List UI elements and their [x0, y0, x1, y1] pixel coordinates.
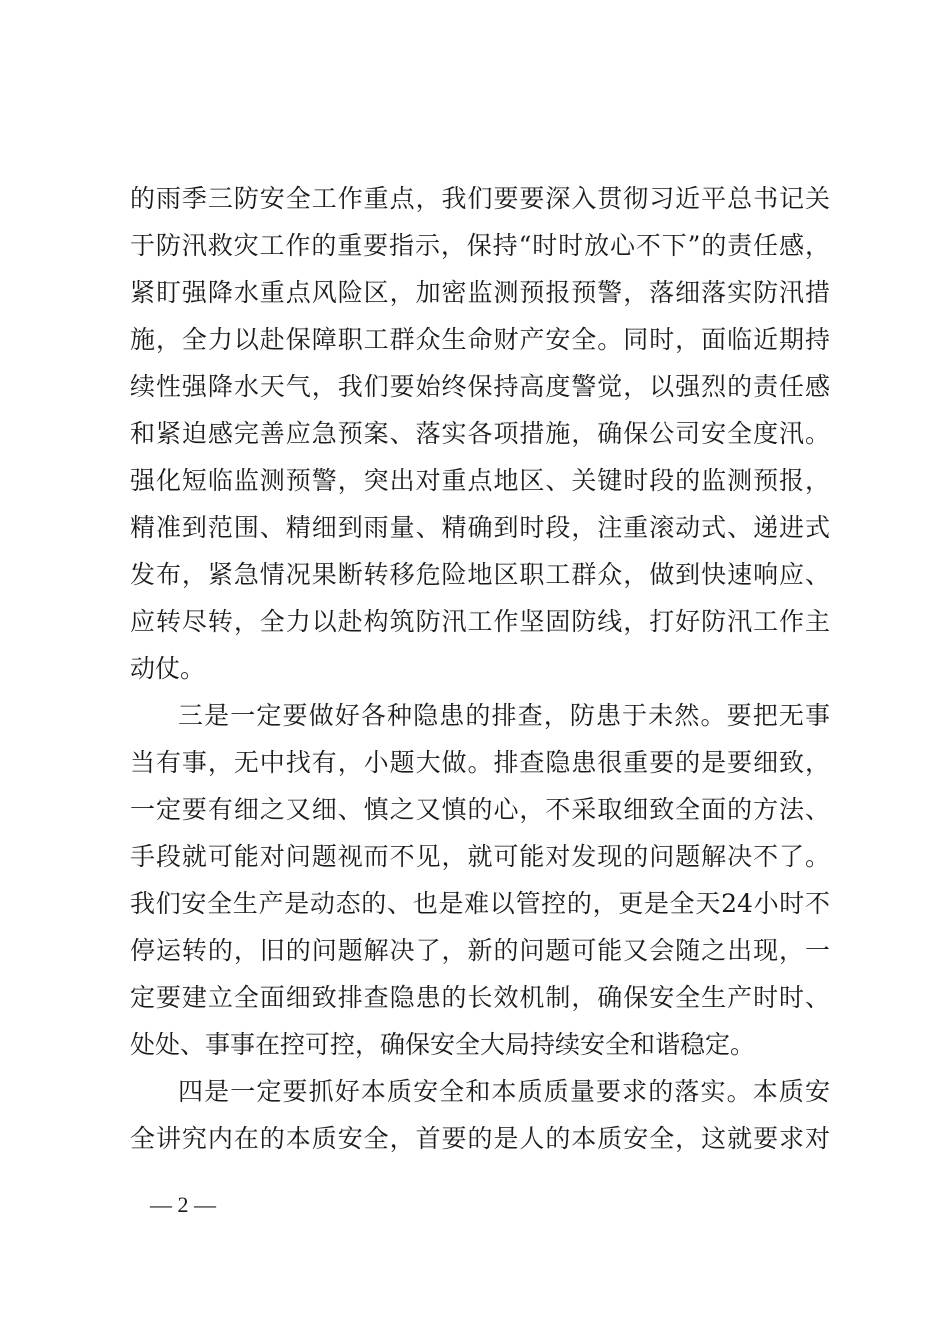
paragraph-start-line: 四是一定要抓好本质安全和本质质量要求的落实。本质安: [178, 1077, 830, 1106]
body-line: 手段就可能对问题视而不见，就可能对发现的问题解决不了。: [130, 842, 830, 871]
body-line: 续性强降水天气，我们要始终保持高度警觉，以强烈的责任感: [130, 372, 830, 401]
body-line: 处处、事事在控可控，确保安全大局持续安全和谐稳定。: [130, 1030, 756, 1059]
body-line: 的雨季三防安全工作重点，我们要要深入贯彻习近平总书记关: [130, 184, 830, 213]
body-line: 紧盯强降水重点风险区，加密监测预报预警，落细落实防汛措: [130, 278, 830, 307]
body-line: 全讲究内在的本质安全，首要的是人的本质安全，这就要求对: [130, 1124, 830, 1153]
paragraph-start-line: 三是一定要做好各种隐患的排查，防患于未然。要把无事: [178, 701, 830, 730]
body-line: 停运转的，旧的问题解决了，新的问题可能又会随之出现，一: [130, 936, 830, 965]
body-line: 我们安全生产是动态的、也是难以管控的，更是全天24小时不: [130, 889, 830, 918]
body-line: 定要建立全面细致排查隐患的长效机制，确保安全生产时时、: [130, 983, 830, 1012]
body-line: 于防汛救灾工作的重要指示，保持“时时放心不下”的责任感，: [130, 231, 830, 260]
body-line: 动仗。: [130, 654, 206, 683]
body-line: 发布，紧急情况果断转移危险地区职工群众，做到快速响应、: [130, 560, 830, 589]
body-line: 当有事，无中找有，小题大做。排查隐患很重要的是要细致，: [130, 748, 830, 777]
body-line: 施，全力以赴保障职工群众生命财产安全。同时，面临近期持: [130, 325, 830, 354]
body-line: 一定要有细之又细、慎之又慎的心，不采取细致全面的方法、: [130, 795, 830, 824]
body-line: 强化短临监测预警，突出对重点地区、关键时段的监测预报，: [130, 466, 830, 495]
page-number: — 2 —: [150, 1192, 216, 1217]
body-line: 应转尽转，全力以赴构筑防汛工作坚固防线，打好防汛工作主: [130, 607, 830, 636]
body-line: 精准到范围、精细到雨量、精确到时段，注重滚动式、递进式: [130, 513, 830, 542]
body-line: 和紧迫感完善应急预案、落实各项措施，确保公司安全度汛。: [130, 419, 830, 448]
